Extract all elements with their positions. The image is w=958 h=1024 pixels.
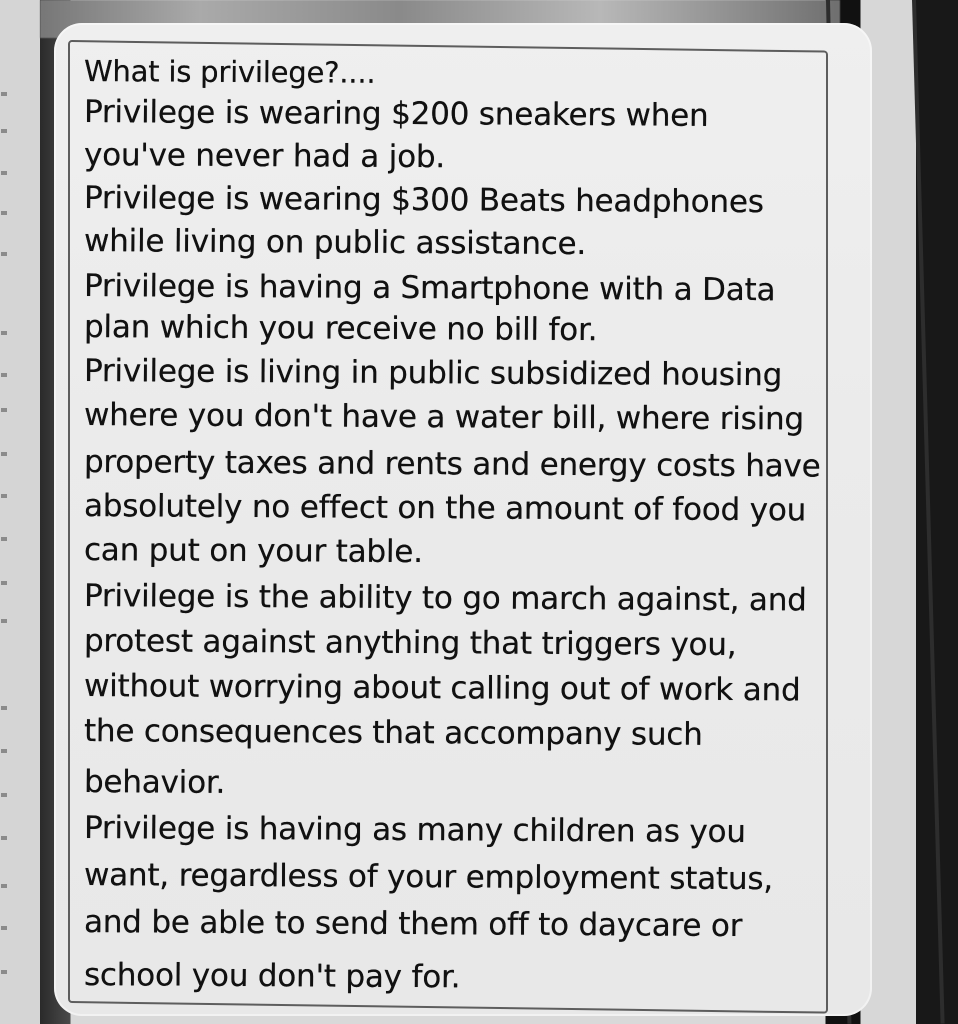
column-mark [1,970,7,974]
text-line: Privilege is wearing $200 sneakers when [83,94,709,134]
column-mark [1,581,7,585]
text-line: while living on public assistance. [83,223,587,263]
text-line: Privilege is having a Smartphone with a Data [83,268,776,309]
text-line: and be able to send them off to daycare or [83,904,743,945]
text-line: Privilege is living in public subsidized housing [83,353,783,394]
column-mark [1,92,7,96]
text-line: without worrying about calling out of work and [83,668,801,709]
column-mark [1,171,7,175]
text-line: absolutely no effect on the amount of food you [83,488,807,529]
column-mark [1,619,7,623]
text-line: want, regardless of your employment status, [83,857,774,898]
text-line: plan which you receive no bill for. [83,309,598,349]
text-line: you've never had a job. [83,137,446,176]
text-line: the consequences that accompany such [83,713,703,753]
column-mark [1,129,7,133]
left-newspaper-column [0,0,40,1024]
column-mark [1,452,7,456]
column-mark [1,537,7,541]
column-mark [1,211,7,215]
text-line: Privilege is the ability to go march against, and [83,578,807,619]
column-mark [1,494,7,498]
text-line: behavior. [83,764,226,801]
text-line: Privilege is having as many children as you [83,810,746,851]
column-mark [1,252,7,256]
text-line: Privilege is wearing $300 Beats headphones [83,180,764,221]
text-line: can put on your table. [83,532,423,571]
text-line: property taxes and rents and energy costs have [83,444,821,485]
column-mark [1,749,7,753]
column-mark [1,408,7,412]
text-line: where you don't have a water bill, where rising [83,397,805,438]
text-line: school you don't pay for. [83,957,461,996]
column-mark [1,793,7,797]
text-line: protest against anything that triggers you, [83,623,737,663]
column-mark [1,331,7,335]
column-mark [1,706,7,710]
column-mark [1,884,7,888]
column-mark [1,373,7,377]
column-mark [1,836,7,840]
heading: What is privilege?.... [83,54,376,90]
column-mark [1,926,7,930]
